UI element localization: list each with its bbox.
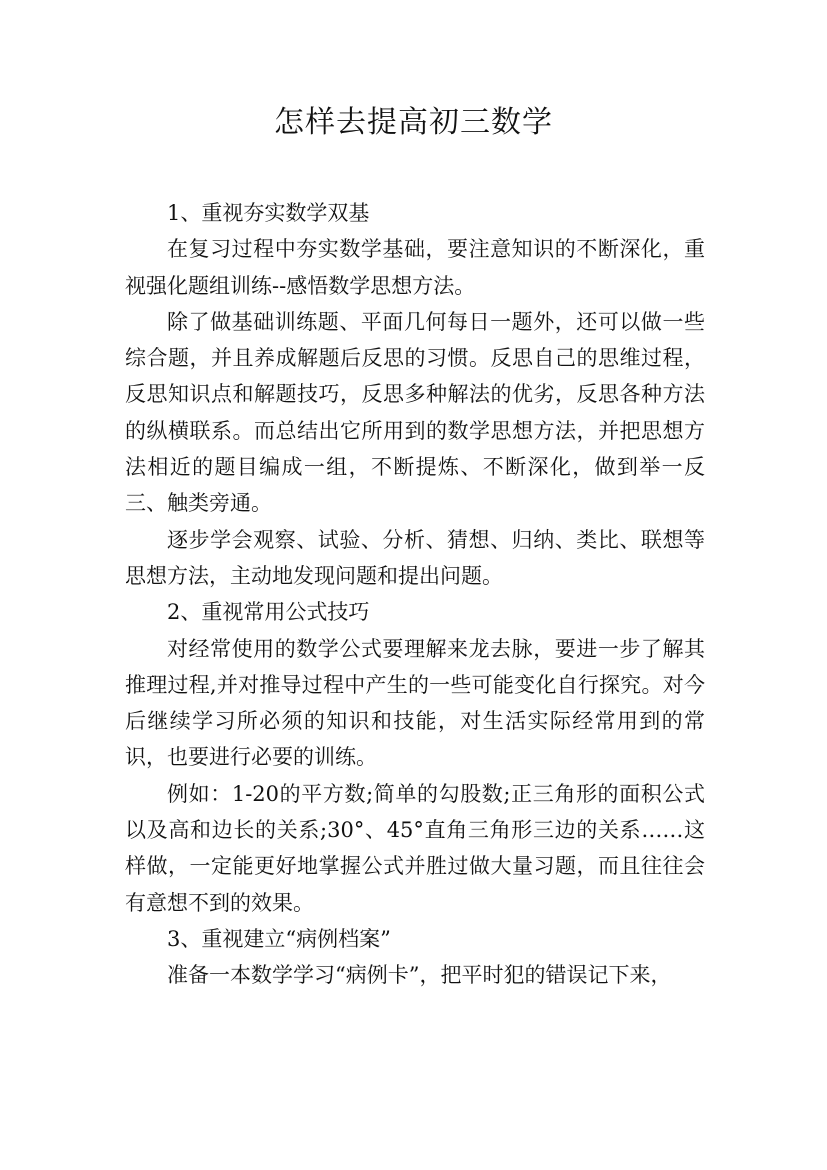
paragraph: 例如：1-20的平方数;简单的勾股数;正三角形的面积公式以及高和边长的关系;30°、45°直角三角形三边的关系……这样做，一定能更好地掌握公式并胜过做大量习题，而且往往会有意想不到的效果。 — [125, 781, 705, 915]
paragraph: 除了做基础训练题、平面几何每日一题外，还可以做一些综合题，并且养成解题后反思的习惯。反思自己的思维过程，反思知识点和解题技巧，反思多种解法的优劣，反思各种方法的纵横联系。而总结出它所用到的数学思想方法，并把思想方法相近的题目编成一组，不断提炼、不断深化，做到举一反三、触类旁通。 — [125, 309, 705, 516]
section-heading-1: 1、重视夯实数学双基 — [167, 201, 370, 225]
section-heading-3: 3、重视建立“病例档案” — [167, 926, 391, 951]
paragraph: 准备一本数学学习“病例卡”，把平时犯的错误记下来， — [167, 963, 672, 988]
section-heading-2: 2、重视常用公式技巧 — [167, 600, 370, 625]
paragraph: 在复习过程中夯实数学基础，要注意知识的不断深化，重视强化题组训练--感悟数学思想方法。 — [125, 237, 705, 298]
paragraph: 对经常使用的数学公式要理解来龙去脉，要进一步了解其推理过程,并对推导过程中产生的一些可能变化自行探究。对今后继续学习所必须的知识和技能，对生活实际经常用到的常识，也要进行必要的训练。 — [125, 636, 705, 770]
paragraph: 逐步学会观察、试验、分析、猜想、归纳、类比、联想等思想方法，主动地发现问题和提出问题。 — [125, 527, 705, 588]
document-body — [125, 195, 705, 994]
document-title: 怎样去提高初三数学 — [274, 105, 553, 140]
